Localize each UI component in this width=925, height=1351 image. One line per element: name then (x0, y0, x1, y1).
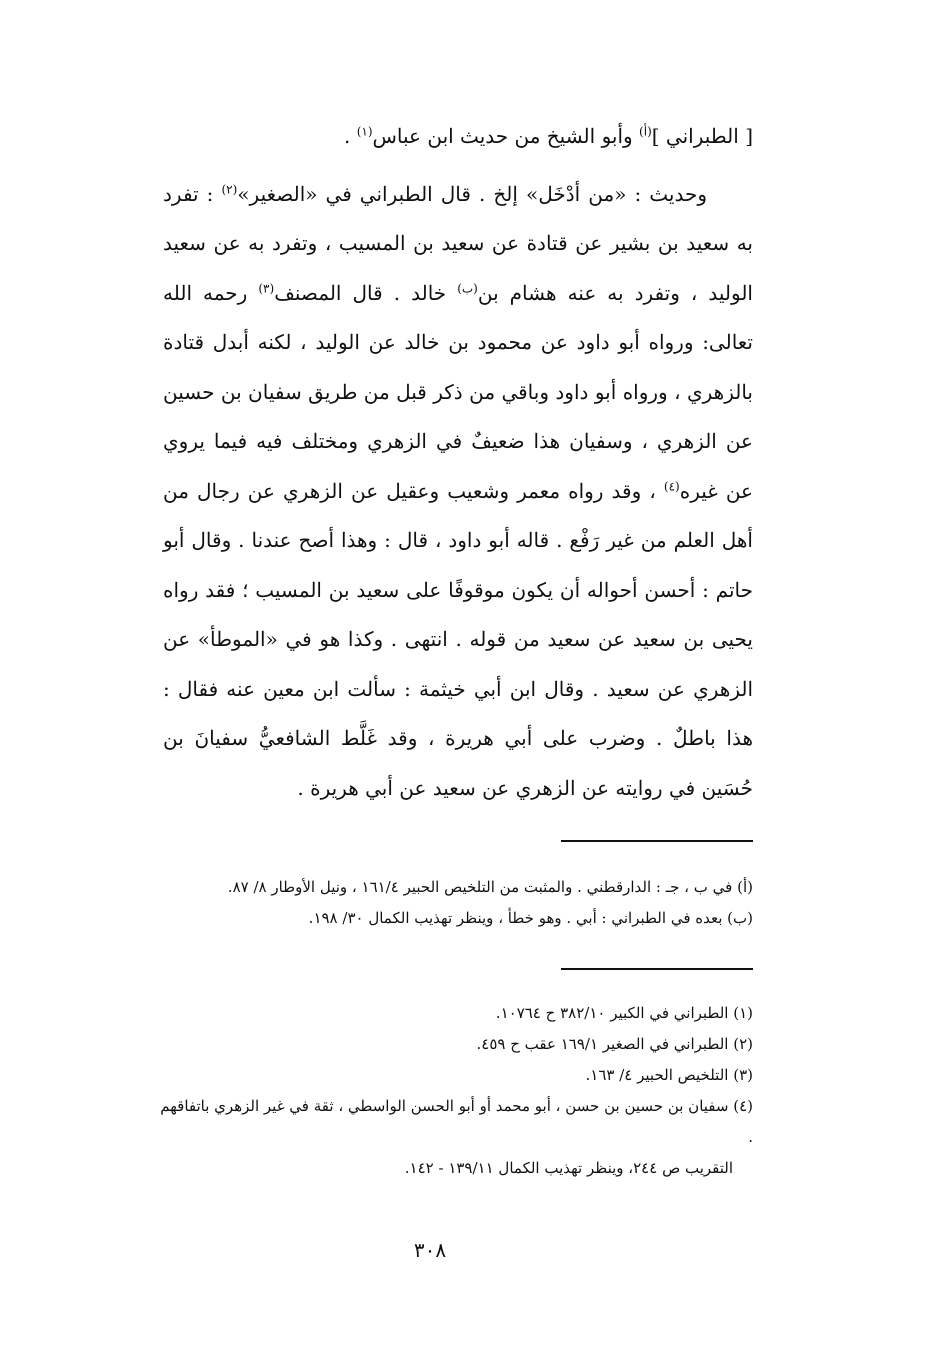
paragraph-segment-c: خالد . قال المصنف (274, 280, 447, 305)
footnote-ref-1: (١) (356, 124, 373, 139)
apparatus-note-b: (ب) بعده في الطبراني : أبي . وهو خطأ ، وينظر تهذيب الكمال ٣٠/ ١٩٨. (308, 909, 753, 927)
page-number: ٣٠٨ (413, 1238, 447, 1262)
main-paragraph (163, 170, 753, 814)
footnote-3: (٣) التلخيص الحبير ٤/ ١٦٣. (585, 1066, 753, 1084)
apparatus-separator (561, 840, 753, 842)
footnote-4-continuation: التقريب ص ٢٤٤، وينظر تهذيب الكمال ١٣٩/١١ - ١٤٢. (404, 1159, 733, 1177)
paragraph-segment-a: وحديث : «من أدْخَل» إلخ . قال الطبراني في «الصغير» (237, 181, 707, 206)
footnote-4: (٤) سفيان بن حسين بن حسن ، أبو محمد أو أبو الحسن الواسطي ، ثقة في غير الزهري باتفاقهم . (160, 1097, 753, 1146)
footnotes (153, 998, 753, 1184)
opening-end: . (343, 124, 351, 148)
footnote-ref-2: (٢) (221, 181, 238, 196)
footnote-ref-4: (٤) (663, 478, 680, 493)
footnote-1: (١) الطبراني في الكبير ٣٨٢/١٠ ح ١٠٧٦٤. (495, 1004, 753, 1022)
bracketed-source: [ الطبراني ] (651, 124, 753, 148)
footnote-ref-3: (٣) (258, 280, 275, 295)
critical-apparatus (153, 872, 753, 934)
apparatus-ref-b: (ب) (457, 280, 478, 295)
paragraph-segment-d: رحمه الله تعالى: ورواه أبو داود عن محمود بن خالد عن الوليد ، لكنه أبدل قتادة بالزهري ، ورواه أبو داود وباقي من ذكر قبل من طريق سفيان بن حسين عن الزهري ، وسفيان هذا ضعيفٌ في الزهري ومختلف فيه فيما يروي عن غيره (163, 280, 753, 503)
paragraph-segment-b: : تفرد به سعيد بن بشير عن قتادة عن سعيد بن المسيب ، وتفرد به عن سعيد الوليد ، وتفرد به عنه هشام بن (163, 181, 753, 305)
apparatus-ref-a: (أ) (639, 124, 652, 139)
opening-line (163, 112, 753, 162)
main-text (163, 112, 753, 813)
paragraph-segment-e: ، وقد رواه معمر وشعيب وعقيل عن الزهري عن رجال من أهل العلم من غير رَفْع . قاله أبو داود ، قال : وهذا أصح عندنا . وقال أبو حاتم : أحسن أحواله أن يكون موقوفًا على سعيد بن المسيب ؛ فقد رواه يحيى بن سعيد عن سعيد من قوله . انتهى . وكذا هو في «الموطأ» عن الزهري عن سعيد . وقال ابن أبي خيثمة : سألت ابن معين عنه فقال : هذا باطلٌ . وضرب على أبي هريرة ، وقد غَلَّط الشافعيُّ سفيانَ بن حُسَين في روايته عن الزهري عن سعيد عن أبي هريرة . (163, 478, 753, 800)
opening-text: وأبو الشيخ من حديث ابن عباس (372, 124, 633, 148)
footnote-2: (٢) الطبراني في الصغير ١٦٩/١ عقب ح ٤٥٩. (476, 1035, 753, 1053)
footnotes-separator (561, 968, 753, 970)
apparatus-note-a: (أ) في ب ، جـ : الدارقطني . والمثبت من التلخيص الحبير ١٦١/٤ ، ونيل الأوطار ٨/ ٨٧. (227, 878, 753, 896)
